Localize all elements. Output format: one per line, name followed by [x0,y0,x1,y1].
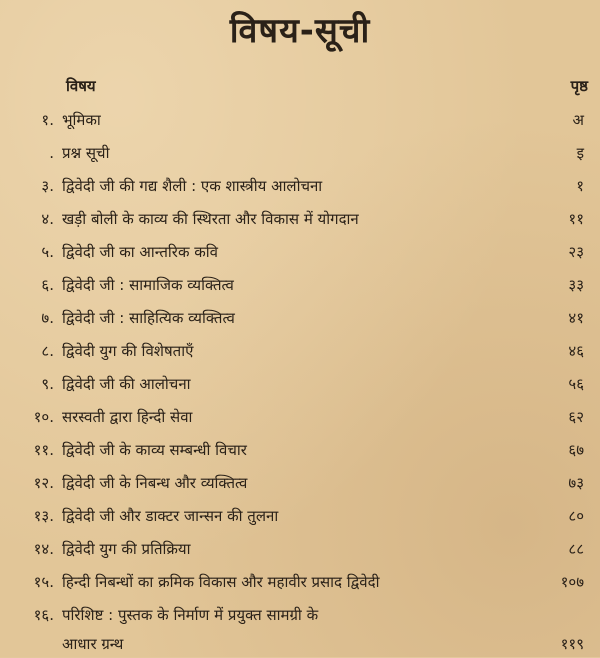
entry-page: २३ [568,243,584,261]
entry-title: प्रश्न सूची [62,144,110,162]
entry-number: ५. [41,243,54,261]
entry-number: ९. [41,375,54,393]
entry-page: अ [572,111,584,129]
entry-title: द्विवेदी जी : साहित्यिक व्यक्तित्व [62,309,235,327]
toc-row [0,104,600,137]
entry-page: ११ [568,210,584,228]
entry-number: ७. [41,309,54,327]
entry-title: द्विवेदी जी के काव्य सम्बन्धी विचार [62,441,247,459]
entry-title: परिशिष्ट : पुस्तक के निर्माण में प्रयुक्त सामग्री के [62,606,319,624]
entry-page: ७३ [568,474,584,492]
toc-row [0,335,600,368]
toc-row [0,203,600,236]
entry-page: ८० [568,507,584,525]
entry-page: १०७ [560,573,584,591]
entry-title: द्विवेदी जी की गद्य शैली : एक शास्त्रीय आलोचना [62,177,323,195]
entry-number: १०. [33,408,54,426]
entry-number: ११. [33,441,54,459]
subject-column-header: विषय [66,77,96,95]
toc-row [0,500,600,533]
entry-title-continued: आधार ग्रन्थ [62,635,124,653]
table-of-contents [0,104,600,658]
entry-title: द्विवेदी युग की प्रतिक्रिया [62,540,191,558]
entry-title: हिन्दी निबन्धों का क्रमिक विकास और महावीर प्रसाद द्विवेदी [62,573,380,591]
entry-number: १४. [33,540,54,558]
toc-row-continuation [0,630,600,658]
entry-title: द्विवेदी जी : सामाजिक व्यक्तित्व [62,276,234,294]
entry-number: १६. [33,606,54,624]
entry-number: १३. [33,507,54,525]
entry-title: खड़ी बोली के काव्य की स्थिरता और विकास में योगदान [62,210,359,228]
entry-number: १५. [33,573,54,591]
entry-page: इ [576,144,584,162]
entry-page: ६२ [568,408,584,426]
toc-row [0,302,600,335]
entry-page: ४१ [568,309,584,327]
entry-page: १ [576,177,584,195]
toc-row [0,467,600,500]
page-title: विषय-सूची [229,11,371,51]
toc-row [0,533,600,566]
entry-title: सरस्वती द्वारा हिन्दी सेवा [62,408,193,426]
entry-number: १२. [33,474,54,492]
toc-row [0,269,600,302]
entry-title: द्विवेदी जी के निबन्ध और व्यक्तित्व [62,474,248,492]
entry-title: द्विवेदी जी का आन्तरिक कवि [62,243,218,261]
toc-row [0,401,600,434]
entry-title: द्विवेदी जी की आलोचना [62,375,191,393]
entry-page: ११९ [560,635,584,653]
toc-row [0,170,600,203]
entry-title: भूमिका [62,111,101,129]
entry-number: ३. [41,177,54,195]
page-column-header: पृष्ठ [570,77,588,95]
entry-number: ६. [41,276,54,294]
entry-number: ४. [41,210,54,228]
toc-row [0,236,600,269]
entry-page: ६७ [568,441,584,459]
entry-number: ८. [41,342,54,360]
entry-title: द्विवेदी जी और डाक्टर जान्सन की तुलना [62,507,279,525]
entry-number: १. [41,111,54,129]
toc-row [0,137,600,170]
entry-page: ८८ [568,540,584,558]
toc-row [0,566,600,599]
entry-page: ३३ [568,276,584,294]
toc-row [0,368,600,401]
toc-row [0,599,600,630]
entry-number: . [49,144,54,162]
entry-page: ५६ [568,375,584,393]
entry-page: ४६ [568,342,584,360]
toc-row [0,434,600,467]
entry-title: द्विवेदी युग की विशेषताएँ [62,342,194,360]
